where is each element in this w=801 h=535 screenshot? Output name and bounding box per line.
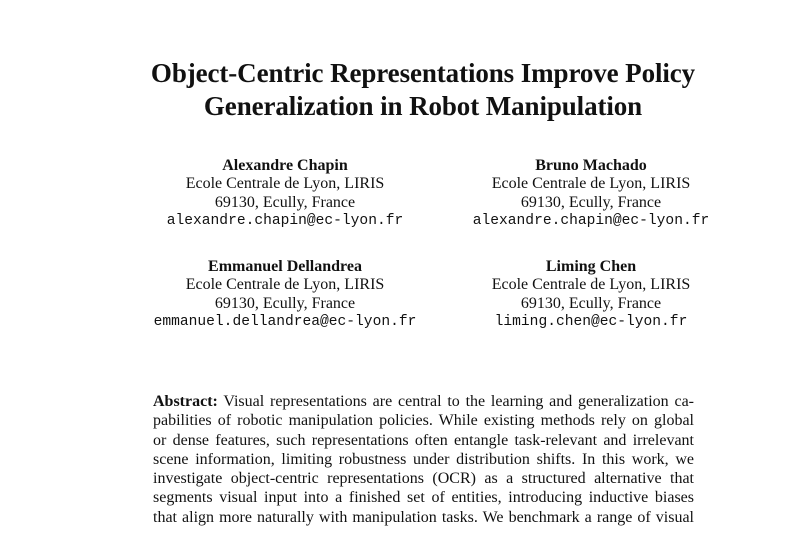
abstract-label: Abstract:: [153, 393, 218, 410]
author-name: Alexandre Chapin: [222, 157, 348, 174]
author-block: [436, 157, 746, 230]
abstract-line: or dense features, such representations often entangle task-relevant and irrelevant: [153, 431, 694, 449]
abstract: [153, 392, 694, 527]
author-email[interactable]: liming.chen@ec-lyon.fr: [494, 313, 688, 330]
abstract-text: Visual representations are central to the learning and generalization ca-: [217, 393, 694, 410]
author-affiliation: Ecole Centrale de Lyon, LIRIS: [491, 175, 691, 193]
paper-title-line-1: Object-Centric Representations Improve Policy: [150, 58, 696, 88]
author-name: Bruno Machado: [535, 157, 647, 174]
author-address: 69130, Ecully, France: [520, 294, 662, 312]
author-block: [130, 258, 440, 331]
abstract-line: [153, 392, 694, 411]
paper-title-line-2: Generalization in Robot Manipulation: [203, 91, 643, 121]
author-email[interactable]: emmanuel.dellandrea@ec-lyon.fr: [153, 313, 417, 330]
abstract-line: pabilities of robotic manipulation policies. While existing methods rely on global: [153, 412, 694, 430]
abstract-line: segments visual input into a finished set of entities, introducing inductive biases: [153, 489, 694, 507]
author-affiliation: Ecole Centrale de Lyon, LIRIS: [185, 276, 385, 294]
paper-title: [0, 57, 801, 123]
author-name: Emmanuel Dellandrea: [208, 258, 362, 275]
author-block: [436, 258, 746, 331]
abstract-line: that align more naturally with manipulation tasks. We benchmark a range of visual: [153, 508, 694, 526]
abstract-line: investigate object-centric representations (OCR) as a structured alternative that: [153, 470, 694, 488]
author-address: 69130, Ecully, France: [520, 193, 662, 211]
author-affiliation: Ecole Centrale de Lyon, LIRIS: [491, 276, 691, 294]
abstract-line: scene information, limiting robustness under distribution shifts. In this work, we: [153, 450, 694, 468]
author-address: 69130, Ecully, France: [214, 294, 356, 312]
author-affiliation: Ecole Centrale de Lyon, LIRIS: [185, 175, 385, 193]
author-name: Liming Chen: [545, 258, 637, 275]
author-email[interactable]: alexandre.chapin@ec-lyon.fr: [472, 212, 710, 229]
author-address: 69130, Ecully, France: [214, 193, 356, 211]
author-block: [130, 157, 440, 230]
author-email[interactable]: alexandre.chapin@ec-lyon.fr: [166, 212, 404, 229]
